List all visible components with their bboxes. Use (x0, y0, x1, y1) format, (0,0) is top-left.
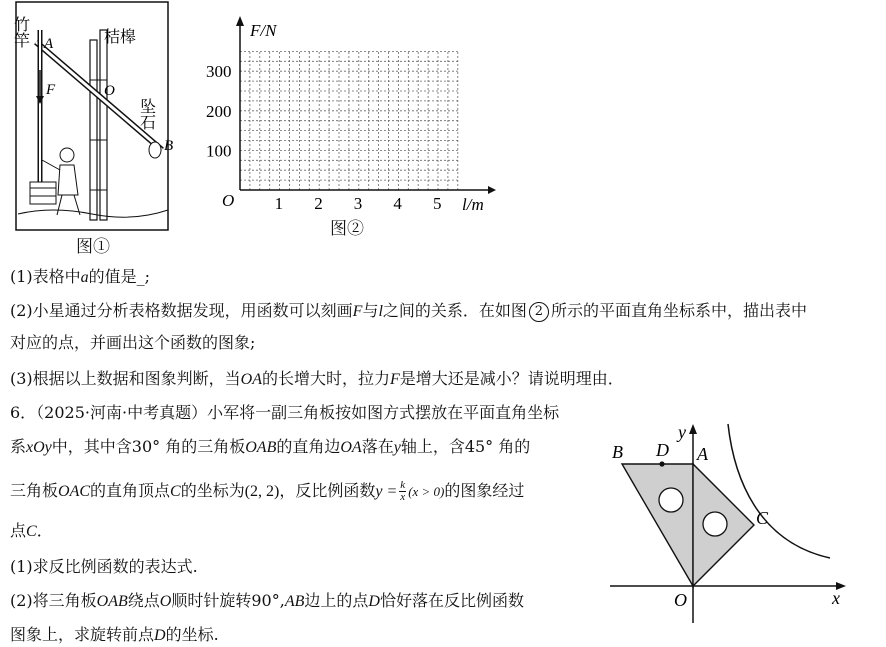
y-tick-label: 200 (206, 101, 232, 121)
label-C: C (756, 508, 769, 528)
label-A: A (697, 444, 708, 464)
x-tick-label: 2 (314, 194, 323, 213)
problem5-q3: (3)根据以上数据和图象判断，当OA的长增大时，拉力F是增大还是减小？请说明理由． (10, 369, 624, 388)
label-force-F: F (46, 82, 56, 98)
label-well-sweep: 桔槔 (104, 29, 137, 46)
label-stone: 坠石 (137, 98, 155, 130)
label-point-O: O (104, 83, 115, 99)
label-B: B (612, 442, 623, 462)
problem6-statement-line3: 三角板OAC的直角顶点C的坐标为(2, 2)，反比例函数y = $\frac{k}{x}$ (x > 0)的图象经过 (10, 479, 525, 503)
y-tick-label: 100 (206, 141, 232, 161)
figure-3-diagram (610, 418, 855, 628)
label-bamboo-pole: 竹竿 (11, 16, 29, 48)
hole-circle (703, 512, 727, 536)
label-point-A: A (44, 36, 54, 52)
problem6-statement-line1: 6．（2025·河南·中考真题）小军将一副三角板按如图方式摆放在平面直角坐标 (10, 403, 560, 422)
y-tick-label: 300 (206, 62, 232, 82)
problem5-q2-line2: 对应的点，并画出这个函数的图象; (10, 333, 256, 352)
label-O: O (674, 590, 687, 610)
hyperbola-curve (728, 424, 830, 558)
x-axis-label: l/m (462, 195, 484, 214)
label-point-B: B (164, 138, 174, 154)
label-D: D (656, 440, 669, 460)
figure-1-caption: 图① (76, 237, 110, 257)
problem6-q1: (1)求反比例函数的表达式. (10, 557, 198, 576)
problem6-q2: (2)将三角板OAB绕点O顺时针旋转90°,AB边上的点D恰好落在反比例函数 (10, 591, 524, 610)
hole-circle (659, 488, 683, 512)
problem6-statement-line4: 点C． (10, 521, 53, 540)
circled-number: 2 (529, 302, 549, 322)
origin-label: O (222, 191, 235, 210)
figure-1-illustration (12, 0, 172, 235)
x-tick-label: 1 (274, 194, 284, 213)
x-tick-label: 5 (433, 194, 442, 213)
problem5-q1: (1)表格中a的值是_; (10, 267, 151, 286)
label-x: x (832, 588, 840, 608)
triangle-OAB (622, 464, 693, 586)
problem6-statement-line2: 系xOy中，其中含30° 角的三角板OAB的直角边OA落在y轴上，含45° 角的 (10, 437, 531, 456)
label-y: y (678, 422, 686, 442)
point-D-dot (659, 461, 664, 466)
problem5-q2: (2)小星通过分析表格数据发现，用函数可以刻画F与l之间的关系．在如图 2 所示的平面直角坐标系中，描出表中 (10, 301, 807, 320)
x-tick-label: 4 (393, 194, 402, 213)
x-tick-label: 3 (353, 194, 363, 213)
y-axis-label: F/N (250, 21, 277, 40)
problem6-q2-line2: 图象上，求旋转前点D的坐标. (10, 625, 219, 644)
figure-2-caption: 图② (330, 219, 364, 239)
figure-2-grid-chart (200, 14, 500, 218)
fraction-k-over-x: $\frac{k}{x}$ (400, 479, 406, 503)
